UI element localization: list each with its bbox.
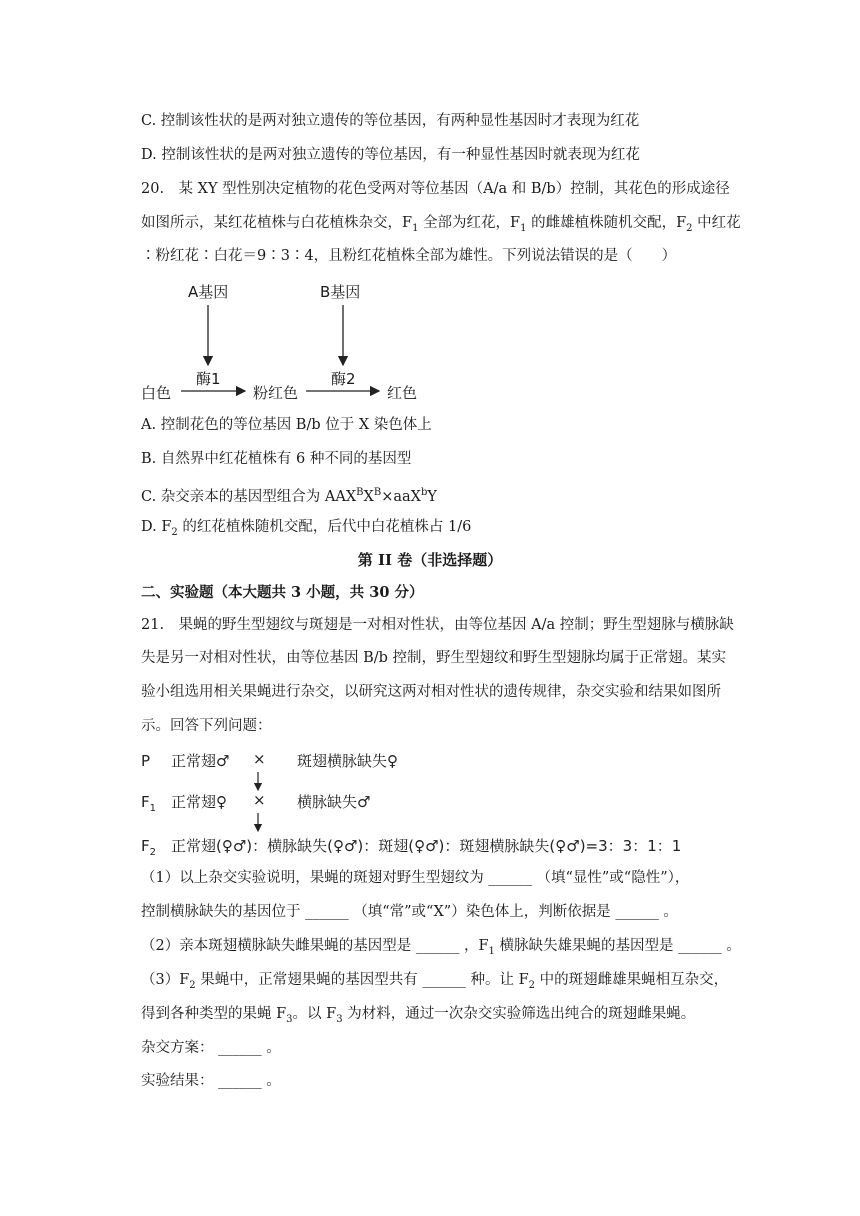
f1-label: F — [141, 793, 150, 811]
answer-blank[interactable]: ______ — [422, 972, 466, 988]
q20-stem-line1: 20. 某 XY 型性别决定植物的花色受两对等位基因（A/a 和 B/b）控制，其花色的形成途径 — [141, 181, 730, 197]
q19-option-c: C. 控制该性状的是两对独立遗传的等位基因，有两种显性基因时才表现为红花 — [141, 113, 640, 129]
gene-b-label: B基因 — [320, 283, 361, 301]
q21-sub3-line1: $(3)F_2$ 果蝇中，正常翅果蝇的基因型共有 ______ 种。让 $F_2$ 中的斑翅雌雄果蝇相互杂交， — [141, 972, 729, 991]
enzyme2-label: 酶2 — [331, 370, 356, 388]
red-label: 红色 — [387, 384, 418, 402]
f2-ratio: 正常翅(♀♂)：横脉缺失(♀♂)：斑翅(♀♂)：斑翅横脉缺失(♀♂)=3：3：1：1 — [171, 837, 682, 855]
f1-male: 横脉缺失♂ — [297, 793, 371, 811]
white-label: 白色 — [141, 384, 172, 402]
answer-blank[interactable]: ______ — [615, 904, 659, 920]
p-female: 斑翅横脉缺失♀ — [297, 752, 398, 770]
q21-stem-line2: 失是另一对相对性状，由等位基因 B/b 控制，野生型翅纹和野生型翅脉均属于正常翅。某实 — [141, 650, 727, 666]
q21-sub1-line2: 控制横脉缺失的基因位于 ______ （填“常”或“X”）染色体上，判断依据是 ______ 。 — [141, 904, 678, 920]
q21-stem-line1: 21. 果蝇的野生型翅纹与斑翅是一对相对性状，由等位基因 A/a 控制；野生型翅脉与横脉缺 — [141, 617, 734, 633]
p-label: P — [141, 752, 151, 770]
q20-option-c: C. 杂交亲本的基因型组合为 $AAX^BX^B\times aaX^bY$ — [141, 487, 437, 505]
part-title: 第 II 卷（非选择题） — [357, 551, 503, 569]
q20-stem-line2: 如图所示，某红花植株与白花植株杂交，$F_1$ 全部为红花，$F_1$ 的雌雄植株随机交配，$F_2$ 中红花 — [141, 215, 741, 234]
q21-sub2: （2）亲本斑翅横脉缺失雌果蝇的基因型是 ______ ，$F_1$ 横脉缺失雄果蝇的基因型是 ______ 。 — [141, 938, 741, 957]
q20-stem-line3: ∶粉红花∶白花＝9∶3∶4，且粉红花植株全部为雄性。下列说法错误的是（ ） — [141, 248, 677, 264]
q19-option-d: D. 控制该性状的是两对独立遗传的等位基因，有一种显性基因时就表现为红花 — [141, 147, 640, 163]
answer-blank[interactable]: ______ — [415, 938, 460, 954]
section-heading: 二、实验题（本大题共 3 小题，共 30 分） — [141, 584, 424, 601]
q20-option-a: A. 控制花色的等位基因 B/b 位于 X 染色体上 — [141, 417, 432, 433]
p-male: 正常翅♂ — [171, 752, 230, 770]
enzyme1-label: 酶1 — [196, 370, 221, 388]
answer-blank[interactable]: ______ — [218, 1073, 262, 1089]
cross-symbol-2: × — [253, 791, 266, 809]
q20-option-d: D. $F_2$ 的红花植株随机交配，后代中白花植株占 1/6 — [141, 519, 472, 538]
q21-stem-line4: 示。回答下列问题： — [141, 718, 272, 734]
cross-symbol-1: × — [253, 750, 266, 768]
f2-label: F — [141, 837, 150, 855]
answer-blank[interactable]: ______ — [678, 938, 722, 954]
q21-sub1-line1: （1）以上杂交实验说明，果蝇的斑翅对野生型翅纹为 ______ （填“显性”或“隐性”）， — [141, 870, 690, 886]
f2-generation-row: $F_2$ 正常翅(♀♂)：横脉缺失(♀♂)：斑翅(♀♂)：斑翅横脉缺失(♀♂)=3：3：1：1 — [141, 837, 682, 858]
f1-generation-row: $F_1$ 正常翅♀ — [141, 793, 227, 814]
answer-blank[interactable]: ______ — [305, 904, 349, 920]
q21-result: 实验结果： ______ 。 — [141, 1073, 281, 1089]
q21-stem-line3: 验小组选用相关果蝇进行杂交，以研究这两对相对性状的遗传规律，杂交实验和结果如图所 — [141, 684, 721, 700]
q21-sub3-line2: 得到各种类型的果蝇 $F_3$。以 $F_3$ 为材料，通过一次杂交实验筛选出纯合的斑翅雌果蝇。 — [141, 1006, 696, 1025]
pink-label: 粉红色 — [253, 384, 299, 402]
f1-female: 正常翅♀ — [171, 793, 227, 811]
answer-blank[interactable]: ______ — [488, 870, 532, 886]
q21-scheme: 杂交方案： ______ 。 — [141, 1040, 281, 1056]
pathway-arrows — [0, 0, 860, 420]
answer-blank[interactable]: ______ — [218, 1040, 262, 1056]
q20-option-b: B. 自然界中红花植株有 6 种不同的基因型 — [141, 451, 412, 467]
gene-a-label: A基因 — [188, 283, 229, 301]
